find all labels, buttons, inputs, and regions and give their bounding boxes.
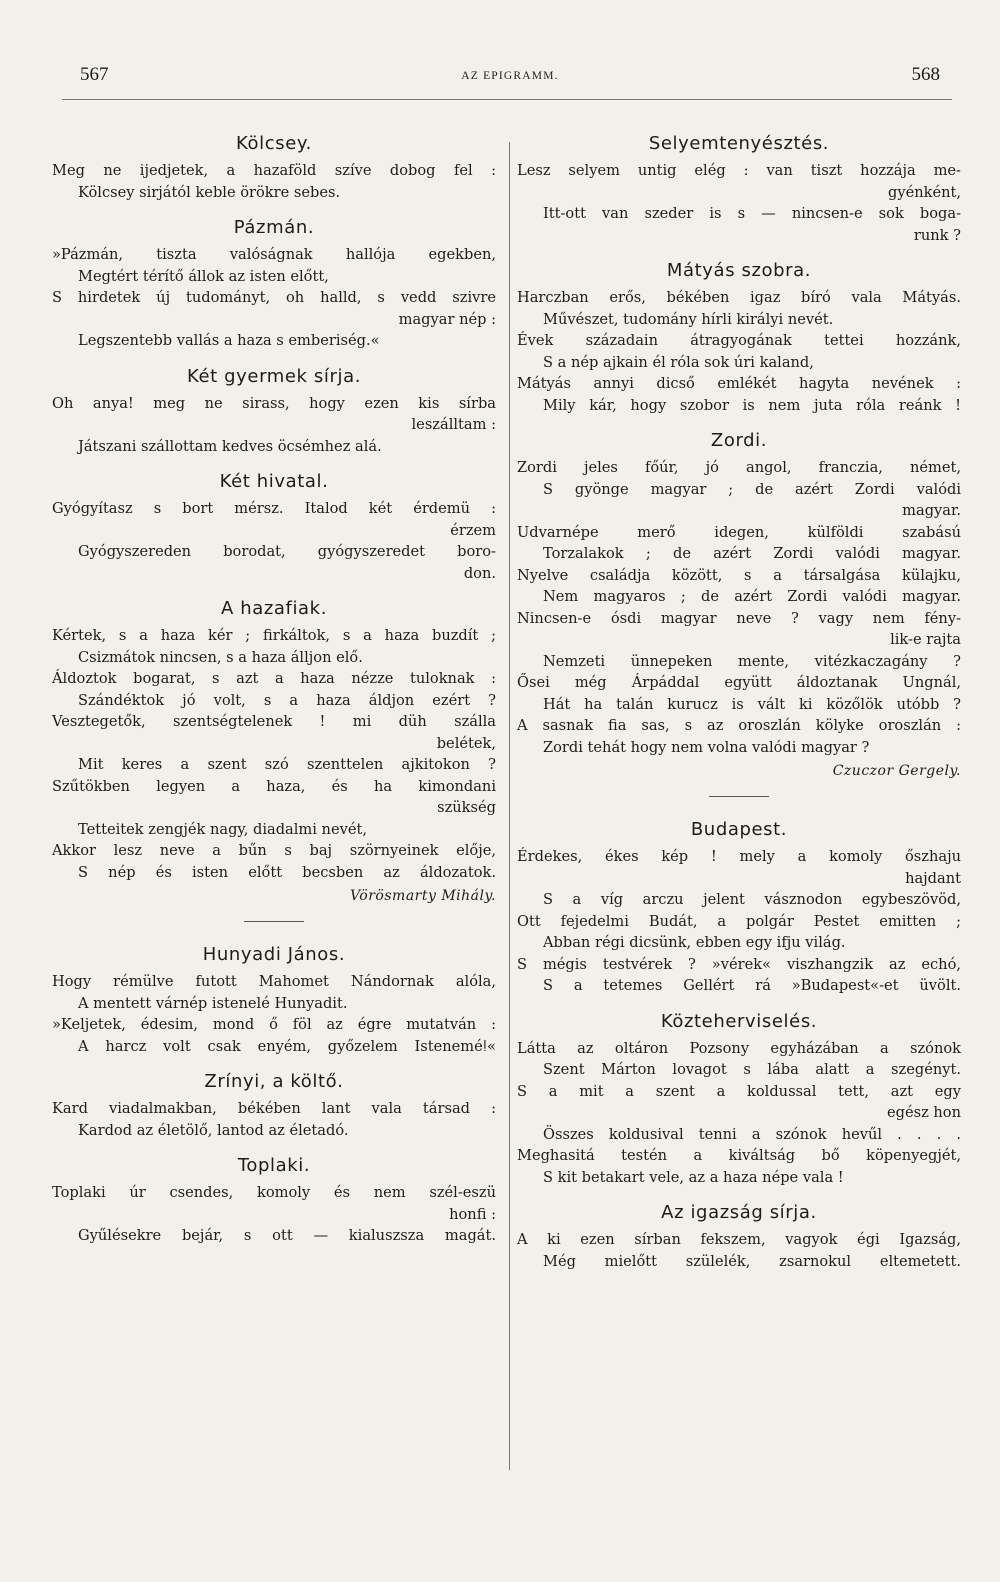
poem-line: érzem — [450, 521, 496, 539]
poem-line: Nincsen-e ósdi magyar neve ? vagy nem fény- — [517, 609, 961, 627]
poem-line: Udvarnépe merő idegen, külföldi szabású — [517, 523, 961, 541]
poem-line: don. — [463, 564, 496, 582]
poem-title: Zrínyi, a költő. — [204, 1071, 344, 1092]
poem-selyemtenyesztes — [517, 133, 961, 246]
poem-line: magyar nép : — [398, 310, 496, 328]
section-separator — [709, 796, 769, 797]
page-number-right: 568 — [911, 64, 940, 85]
poem-line: Toplaki úr csendes, komoly és nem szél-eszü — [52, 1184, 496, 1201]
poem-line: Itt-ott van szeder is s — nincsen-e sok boga- — [543, 205, 961, 222]
poem-line: S gyönge magyar ; de azért Zordi valódi — [543, 480, 961, 498]
poem-line: S nép és isten előtt becsben az áldozatok. — [78, 863, 496, 881]
poem-title: Két hivatal. — [219, 471, 329, 492]
poem-line: Művészet, tudomány hírli királyi nevét. — [543, 310, 834, 328]
poem-line: Csizmátok nincsen, s a haza álljon elő. — [78, 648, 363, 666]
poem-line: »Pázmán, tiszta valóságnak hallója egekben, — [52, 246, 496, 263]
poem-line: Mátyás annyi dicső emlékét hagyta nevének : — [517, 375, 961, 392]
poem-line: S mégis testvérek ? »vérek« viszhangzik az echó, — [517, 955, 961, 973]
poem-line: Érdekes, ékes kép ! mely a komoly őszhaju — [517, 848, 961, 865]
poem-budapest — [517, 819, 961, 997]
poem-line: magyar. — [902, 502, 961, 519]
running-title: AZ EPIGRAMM. — [461, 70, 559, 82]
poem-line: Meghasitá testén a kiváltság bő köpenyegjét, — [517, 1147, 961, 1164]
page-header — [80, 64, 940, 94]
poem-a-hazafiak — [52, 598, 496, 922]
poem-zrinyi-a-kolto — [52, 1071, 496, 1141]
poem-line: Kard viadalmakban, békében lant vala társad : — [52, 1100, 496, 1117]
poem-line: S a tetemes Gellért rá »Budapest«-et üvölt. — [543, 977, 961, 994]
poem-line: Szűtökben legyen a haza, és ha kimondani — [52, 777, 496, 795]
poem-line: Torzalakok ; de azért Zordi valódi magyar. — [543, 545, 961, 562]
poem-line: Abban régi dicsünk, ebben egy ifju világ. — [543, 934, 846, 951]
poem-title: Közteherviselés. — [660, 1010, 818, 1032]
left-column — [52, 133, 496, 1261]
header-rule — [62, 99, 952, 100]
poem-line: Összes koldusival tenni a szónok hevűl . . . . — [543, 1125, 961, 1143]
poem-line: Kértek, s a haza kér ; firkáltok, s a haza buzdít ; — [52, 627, 496, 644]
poem-line: Kölcsey sirjától keble örökre sebes. — [78, 183, 341, 201]
poem-line: Zordi tehát hogy nem volna valódi magyar ? — [543, 738, 870, 756]
poem-line: szükség — [437, 799, 496, 816]
column-divider — [509, 142, 510, 1470]
poem-ket-gyermek-sirja — [52, 366, 496, 458]
poem-line: Lesz selyem untig elég : van tiszt hozzája me- — [517, 162, 961, 179]
poem-line: Ott fejedelmi Budát, a polgár Pestet emitten ; — [517, 912, 961, 930]
poem-line: lik-e rajta — [890, 631, 961, 648]
poem-title: Toplaki. — [237, 1155, 311, 1176]
poem-matyas-szobra — [517, 260, 961, 416]
poem-kolcsey — [52, 133, 496, 203]
poem-title: Zordi. — [710, 430, 768, 451]
poem-line: Hogy rémülve futott Mahomet Nándornak alóla, — [52, 973, 496, 990]
poem-line: S kit betakart vele, az a haza népe vala ! — [543, 1168, 844, 1186]
poem-line: egész hon — [886, 1104, 961, 1121]
poem-ket-hivatal — [52, 471, 496, 584]
poem-line: Nemzeti ünnepeken mente, vitézkaczagány ? — [543, 652, 961, 670]
poem-toplaki — [52, 1155, 496, 1247]
poem-line: Gyűlésekre bejár, s ott — kialuszsza magát. — [78, 1227, 496, 1244]
poem-line: runk ? — [913, 226, 961, 244]
poem-kozteherviseles — [517, 1011, 961, 1189]
poem-line: Megtért térítő állok az isten előtt, — [78, 267, 329, 285]
poem-line: Látta az oltáron Pozsony egyházában a szónok — [517, 1039, 961, 1057]
poem-line: honfi : — [449, 1205, 496, 1223]
poem-line: Játszani szállottam kedves öcsémhez alá. — [78, 437, 382, 455]
poem-line: Kardod az életölő, lantod az életadó. — [78, 1121, 349, 1139]
poem-line: Áldoztok bogarat, s azt a haza nézze tuloknak : — [52, 670, 496, 687]
poem-line: Nem magyaros ; de azért Zordi valódi magyar. — [543, 588, 961, 605]
poem-title: Mátyás szobra. — [666, 260, 812, 281]
poem-line: Akkor lesz neve a bűn s baj szörnyeinek elője, — [52, 842, 496, 859]
poem-line: Nyelve családja között, s a társalgása külajku, — [517, 566, 961, 584]
right-column — [517, 133, 961, 1286]
poem-line: leszálltam : — [411, 416, 496, 433]
poem-line: Gyógyszereden borodat, gyógyszeredet boro- — [78, 543, 496, 560]
poem-line: S a mit a szent a koldussal tett, azt egy — [517, 1082, 961, 1100]
poem-title: Pázmán. — [233, 217, 315, 238]
poem-line: hajdant — [905, 869, 961, 887]
poem-hunyadi-janos — [52, 944, 496, 1057]
poem-line: S a nép ajkain él róla sok úri kaland, — [543, 353, 814, 371]
poem-title: Az igazság sírja. — [661, 1202, 817, 1223]
poem-author: Czuczor Gergely. — [832, 763, 961, 779]
poem-line: A harcz volt csak enyém, győzelem Isteneméǃ« — [78, 1037, 496, 1055]
poem-line: Szent Márton lovagot s lába alatt a szegényt. — [543, 1061, 961, 1078]
poem-zordi — [517, 430, 961, 797]
poem-line: Meg ne ijedjetek, a hazaföld szíve dobog fel : — [52, 162, 496, 179]
poem-title: Két gyermek sírja. — [186, 365, 362, 387]
poem-line: Vesztegetők, szentségtelenek ! mi düh szálla — [52, 713, 496, 730]
poem-line: belétek, — [436, 734, 496, 752]
poem-title: Selyemtenyésztés. — [648, 133, 830, 154]
poem-author: Vörösmarty Mihály. — [349, 888, 496, 904]
poem-title: Hunyadi János. — [202, 944, 346, 965]
poem-line: Hát ha talán kurucz is vált ki közőlök utóbb ? — [543, 695, 961, 713]
poem-line: Oh anya! meg ne sirass, hogy ezen kis sírba — [52, 394, 496, 412]
poem-line: Még mielőtt szülelék, zsarnokul eltemetett. — [543, 1252, 961, 1270]
poem-pazman — [52, 217, 496, 352]
poem-title: Budapest. — [690, 819, 788, 840]
poem-title: A hazafiak. — [220, 598, 328, 619]
page-number-left: 567 — [80, 64, 109, 85]
poem-line: Tetteitek zengjék nagy, diadalmi nevét, — [78, 820, 367, 838]
poem-line: Harczban erős, békében igaz bíró vala Mátyás. — [517, 289, 961, 306]
poem-title: Kölcsey. — [236, 133, 312, 154]
poem-line: Gyógyítasz s bort mérsz. Italod két érdemü : — [52, 500, 496, 517]
poem-line: gyénként, — [887, 183, 961, 201]
poem-line: Zordi jeles főúr, jó angol, franczia, német, — [517, 459, 961, 476]
section-separator — [244, 921, 304, 922]
poem-line: S hirdetek új tudományt, oh halld, s vedd szivre — [52, 289, 496, 306]
poem-line: »Keljetek, édesim, mond ő föl az égre mutatván : — [52, 1016, 496, 1033]
poem-line: A sasnak fia sas, s az oroszlán kölyke oroszlán : — [517, 717, 961, 734]
poem-line: Mit keres a szent szó szenttelen ajkitokon ? — [78, 756, 496, 773]
poem-line: Legszentebb vallás a haza s emberiség.« — [78, 332, 380, 349]
poem-line: Évek századain átragyogának tettei hozzánk, — [517, 332, 961, 349]
poem-line: Ősei még Árpáddal együtt áldoztanak Ungnál, — [517, 674, 961, 691]
poem-line: A mentett várnép istenelé Hunyadit. — [78, 994, 348, 1012]
poem-line: Mily kár, hogy szobor is nem juta róla reánk ! — [543, 396, 961, 414]
poem-line: S a víg arczu jelent vásznodon egybeszövöd, — [543, 891, 961, 908]
poem-line: A ki ezen sírban fekszem, vagyok égi Igazság, — [517, 1231, 961, 1248]
poem-az-igazsag-sirja — [517, 1202, 961, 1272]
poem-line: Szándéktok jó volt, s a haza áldjon ezért ? — [78, 691, 496, 709]
